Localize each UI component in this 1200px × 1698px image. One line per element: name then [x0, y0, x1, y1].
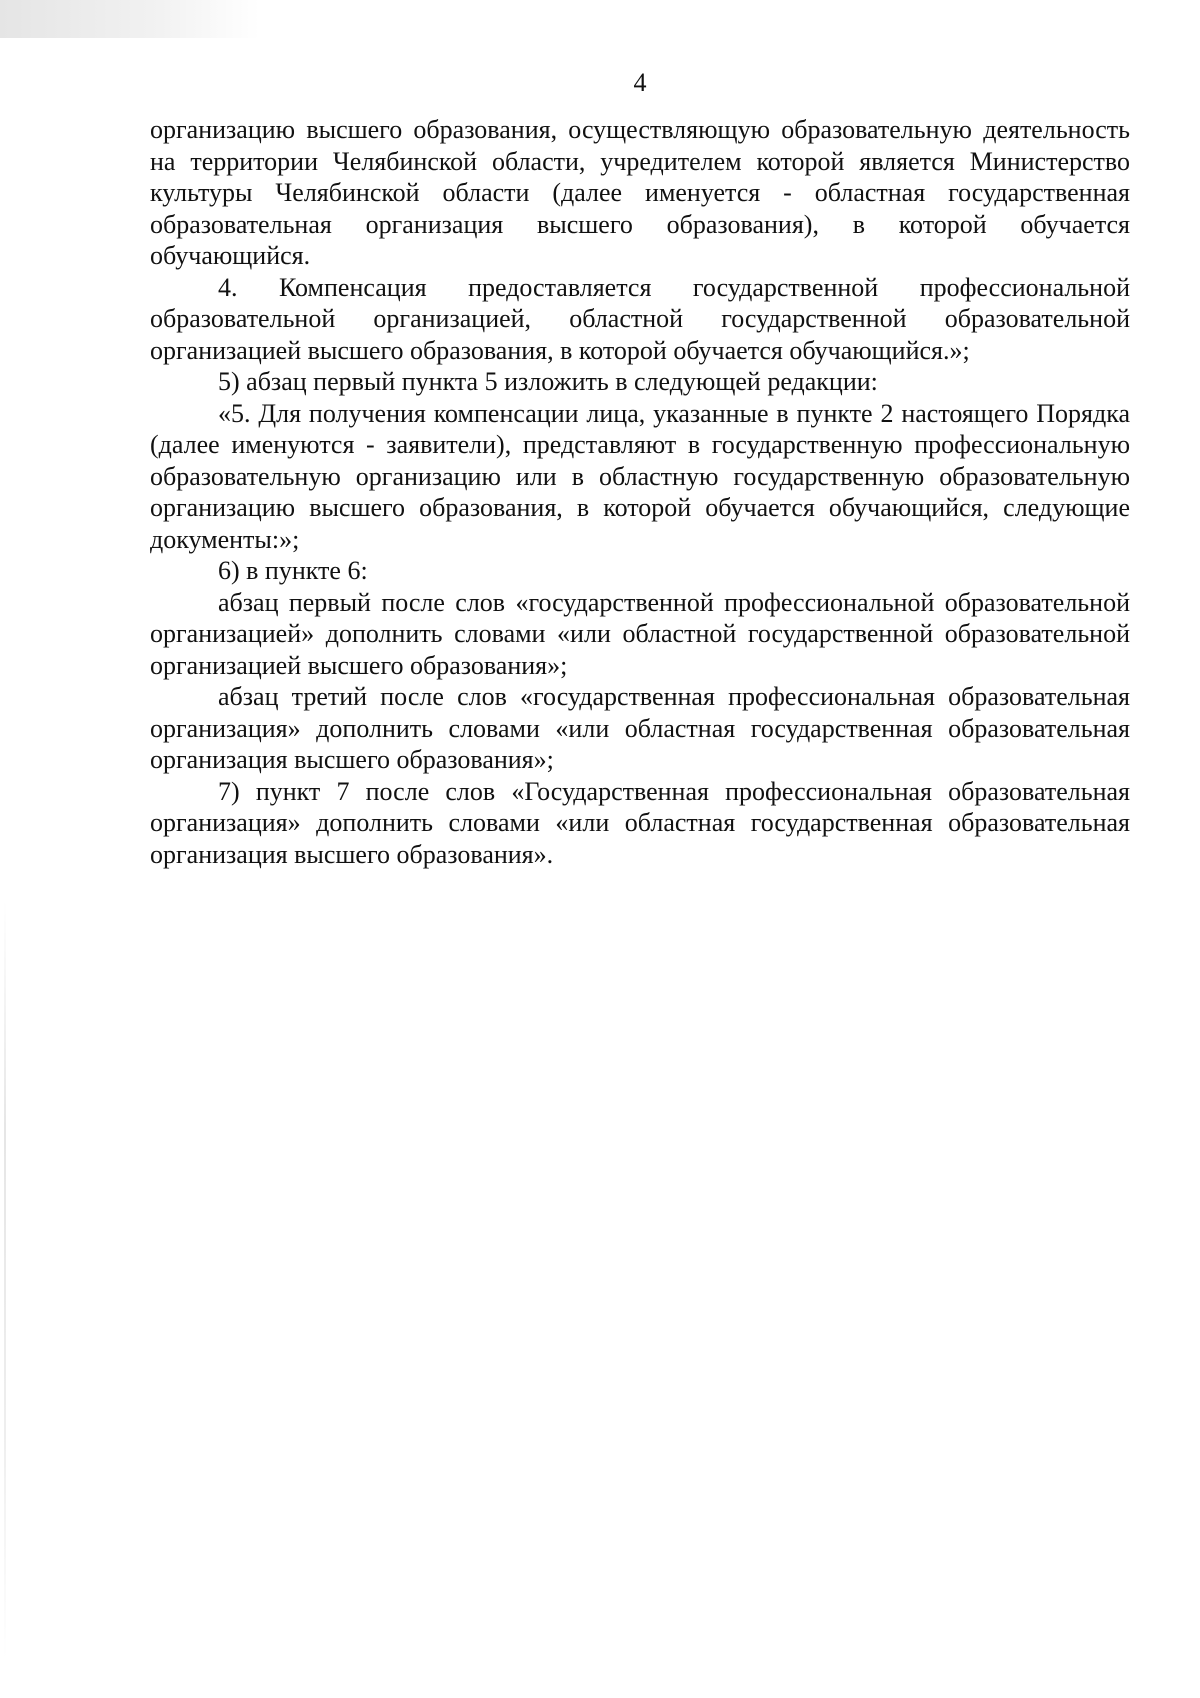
- paragraph-item-5-text: «5. Для получения компенсации лица, указанные в пункте 2 настоящего Порядка (далее именуются - заявители), представляют в государственную профессиональную образовательную организацию или в областную государственную образовательную организацию высшего образования, в которой обучается обучающийся, следующие документы:»;: [150, 398, 1130, 554]
- paragraph-amendment-7: 7) пункт 7 после слов «Государственная профессиональная образовательная организация» дополнить словами «или областная государственная образовательная организация высшего образования».: [150, 776, 1130, 869]
- paragraph-abzac-third: абзац третий после слов «государственная профессиональная образовательная организация» дополнить словами «или областная государственная образовательная организация высшего образования»;: [150, 682, 1130, 774]
- paragraph-amendment-5: 5) абзац первый пункта 5 изложить в следующей редакции:: [218, 367, 878, 396]
- paragraph-item-4: 4. Компенсация предоставляется государственной профессиональной образовательной организацией, областной государственной образовательной организацией высшего образования, в которой обучается обучающийся.»;: [150, 272, 1130, 365]
- scan-artifact-left: [4, 900, 6, 1660]
- paragraph-amendment-6: 6) в пункте 6:: [218, 556, 368, 585]
- paragraph-continuation: организацию высшего образования, осуществляющую образовательную деятельность на территории Челябинской области, учредителем которой является Министерство культуры Челябинской области (далее именуется - областная государственная образовательная организация высшего образования), в которой обучается обучающийся.: [150, 115, 1130, 270]
- scan-artifact-top: [0, 0, 260, 38]
- page-number: 4: [633, 68, 647, 97]
- document-body: [150, 114, 1130, 870]
- paragraph-abzac-first: абзац первый после слов «государственной профессиональной образовательной организацией» дополнить словами «или областной государственной образовательной организацией высшего образования»;: [150, 587, 1130, 680]
